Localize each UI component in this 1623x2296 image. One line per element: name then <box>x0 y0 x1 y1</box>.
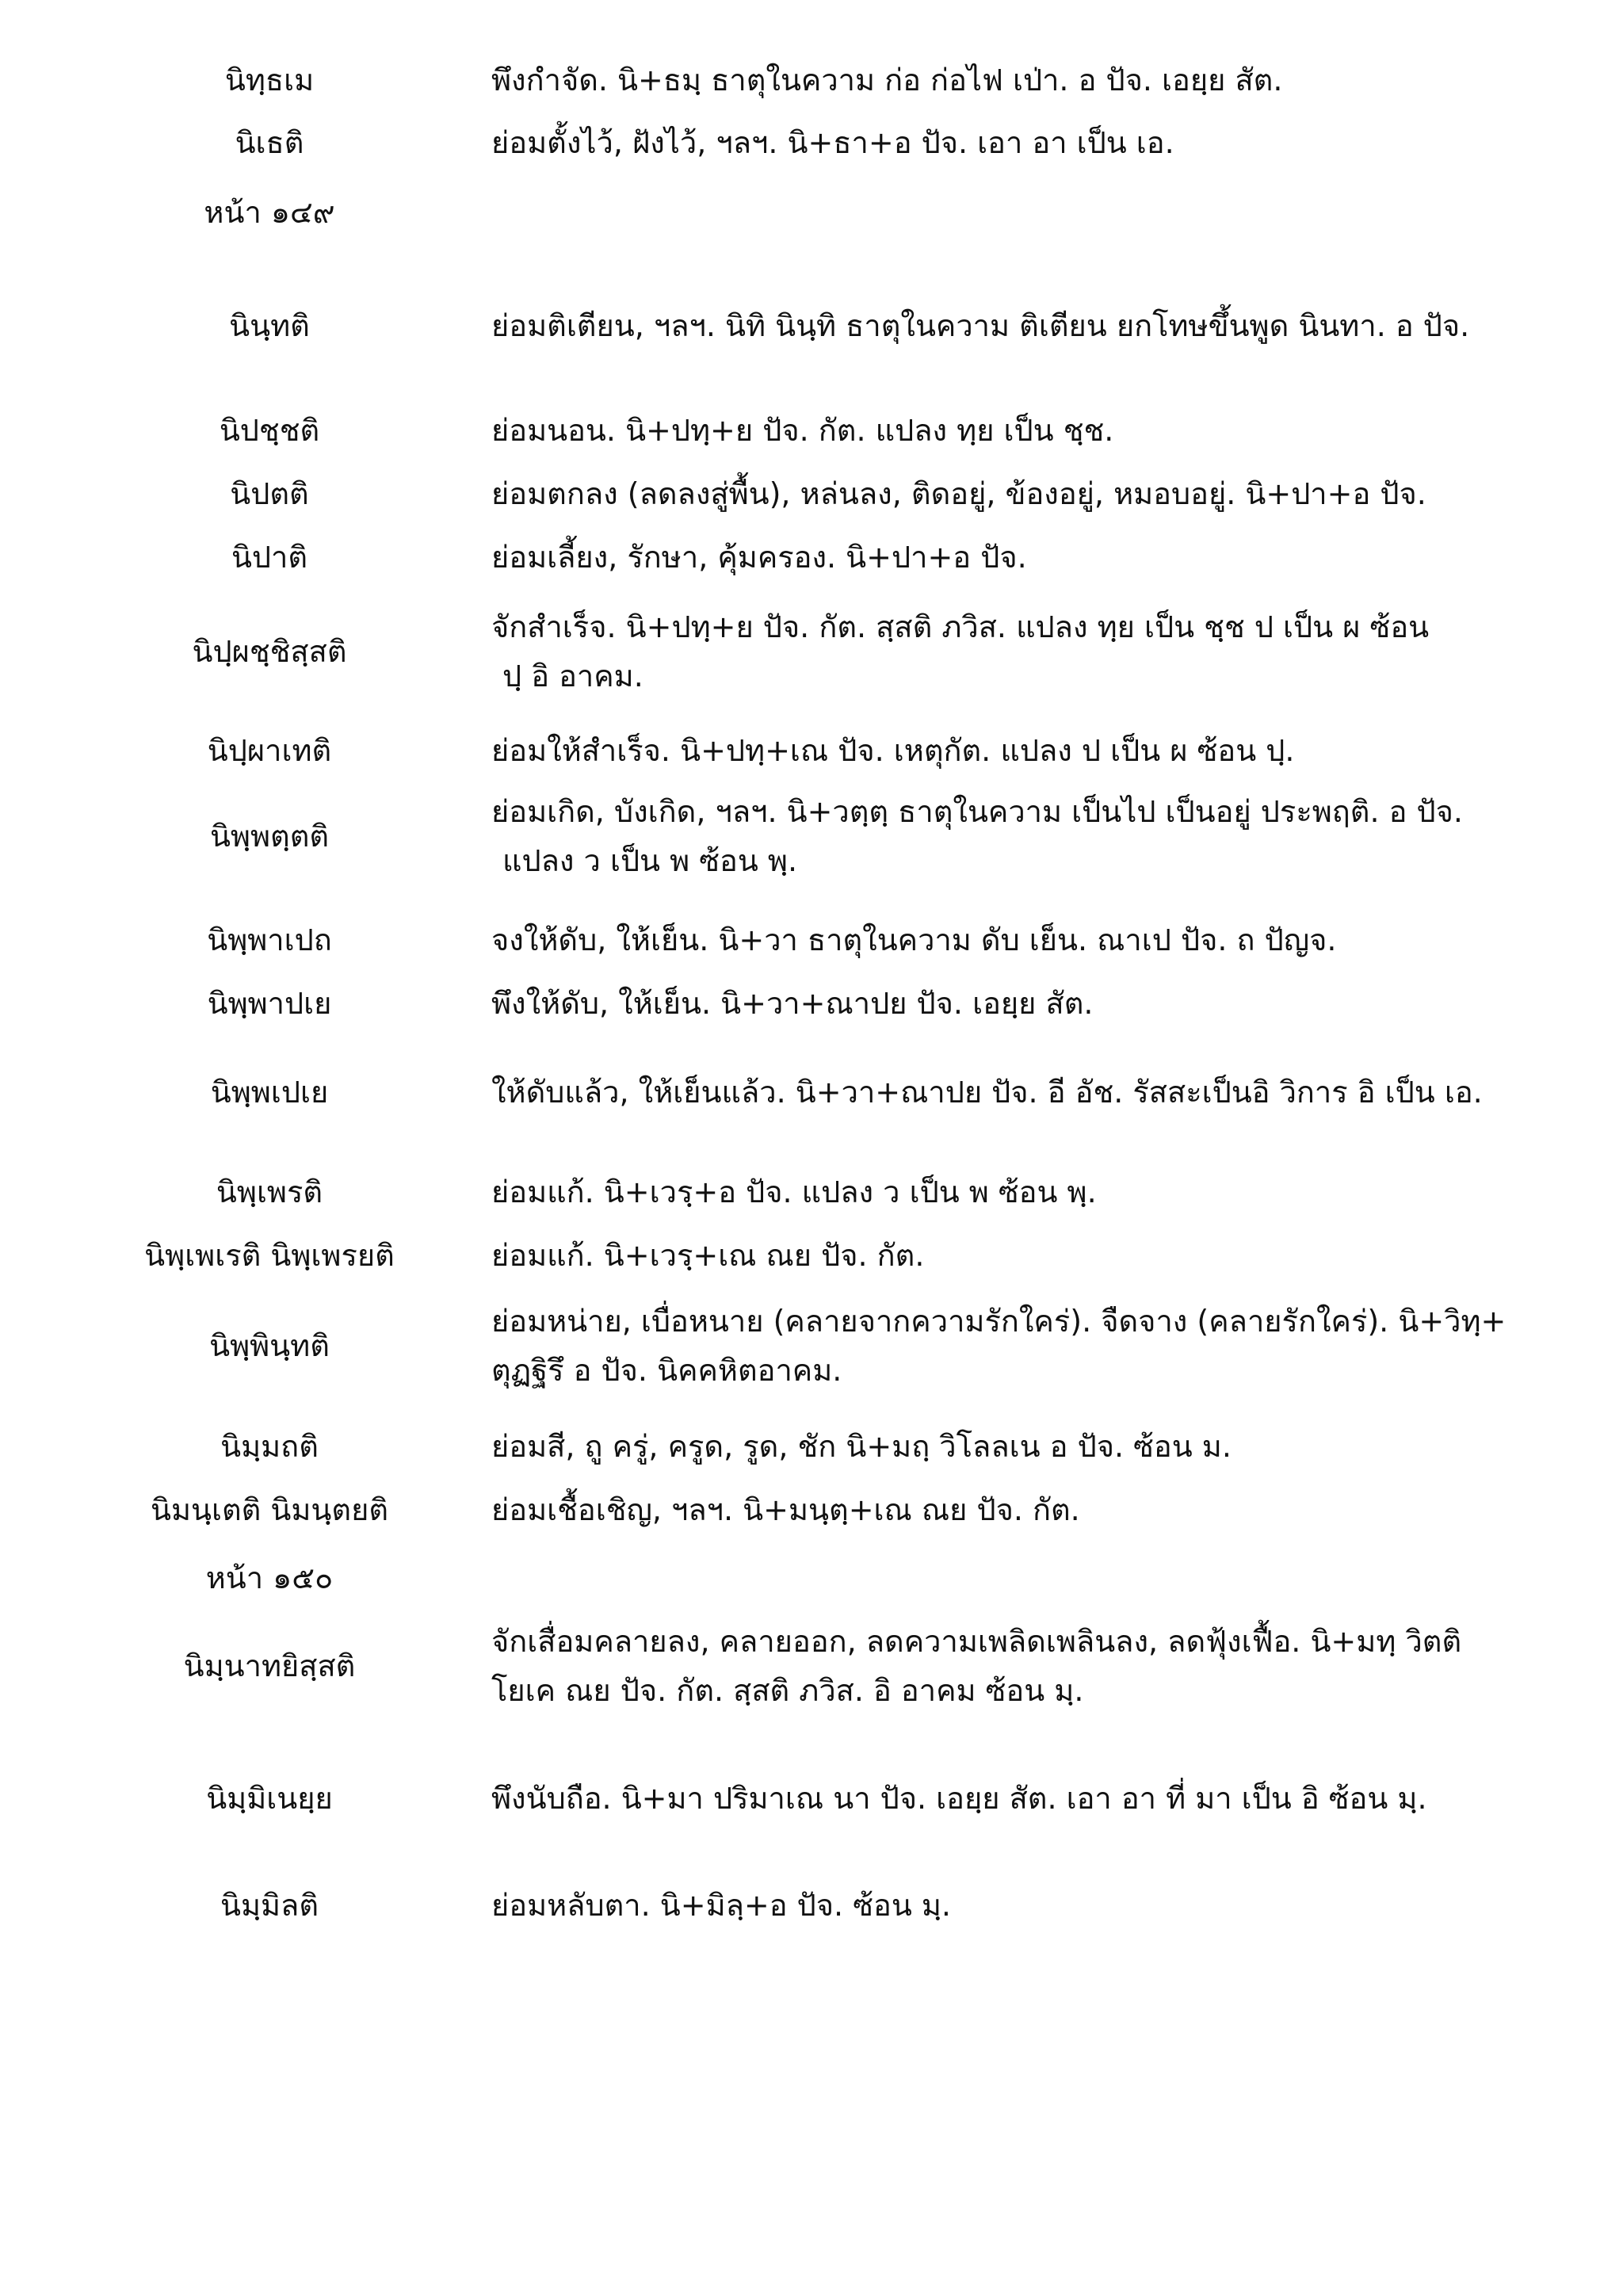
entry-term: นิมฺมิลติ <box>220 1888 319 1923</box>
entry-row <box>0 1617 1623 1715</box>
definition-line: จักสำเร็จ. นิ+ปทฺ+ย ปัจ. กัต. สฺสติ ภวิส. แปลง ทฺย เป็น ชฺช ป เป็น ผ ซ้อน <box>491 609 1430 644</box>
page-marker <box>0 188 1623 237</box>
entry-definition <box>491 787 1577 885</box>
entry-row <box>0 979 1623 1028</box>
definition-line: ย่อมเลี้ยง, รักษา, คุ้มครอง. นิ+ปา+อ ปัจ. <box>491 540 1027 575</box>
definition-line: ย่อมหน่าย, เบื่อหนาย (คลายจากความรักใคร่). จืดจาง (คลายรักใคร่). นิ+วิทฺ+ <box>491 1304 1507 1339</box>
entry-term: นิพฺพเปเย <box>210 1075 329 1110</box>
definition-line: ย่อมตกลง (ลดลงสู่พื้น), หล่นลง, ติดอยู่, ข้องอยู่, หมอบอยู่. นิ+ปา+อ ปัจ. <box>491 476 1426 511</box>
entry-row <box>0 726 1623 775</box>
definition-line: ย่อมแก้. นิ+เวรฺ+เณ ณย ปัจ. กัต. <box>491 1238 925 1273</box>
entry-row <box>0 1422 1623 1471</box>
entry-definition <box>491 1231 1577 1280</box>
entry-row <box>0 1485 1623 1534</box>
entry-definition <box>491 118 1577 167</box>
entry-definition <box>491 1617 1577 1715</box>
entry-term: นิปาติ <box>231 540 308 575</box>
entry-term: นิพฺเพรติ <box>216 1175 323 1209</box>
entry-term: นิทฺธเม <box>224 63 315 97</box>
page-number-label: หน้า ๑๔๙ <box>204 195 335 230</box>
entry-term: นิมฺมิเนยฺย <box>206 1781 333 1816</box>
definition-line: แปลง ว เป็น พ ซ้อน พฺ. <box>502 843 798 878</box>
entry-term: นิเธติ <box>235 125 304 160</box>
page-number-label: หน้า ๑๕๐ <box>205 1561 334 1595</box>
entry-row <box>0 406 1623 455</box>
page-marker <box>0 1553 1623 1603</box>
entry-row <box>0 1068 1623 1117</box>
entry-row <box>0 118 1623 167</box>
entry-term: นินฺทติ <box>229 308 310 343</box>
entry-term: นิปฺผชฺชิสฺสติ <box>192 634 347 669</box>
definition-line: ย่อมเกิด, บังเกิด, ฯลฯ. นิ+วตฺตฺ ธาตุในความ เป็นไป เป็นอยู่ ประพฤติ. อ ปัจ. <box>491 794 1464 829</box>
entry-term: นิมนฺเตติ นิมนฺตยติ <box>150 1492 389 1527</box>
entry-term: นิปตติ <box>230 476 309 511</box>
definition-line: จงให้ดับ, ให้เย็น. นิ+วา ธาตุในความ ดับ เย็น. ณาเป ปัจ. ถ ปัญจ. <box>491 923 1337 957</box>
entry-row <box>0 915 1623 965</box>
entry-row <box>0 469 1623 518</box>
entry-definition <box>491 1881 1577 1930</box>
entry-definition <box>491 1167 1577 1217</box>
entry-row <box>0 1167 1623 1217</box>
definition-line: พึงให้ดับ, ให้เย็น. นิ+วา+ณาปย ปัจ. เอยฺย สัต. <box>491 986 1094 1021</box>
entry-row <box>0 1297 1623 1395</box>
definition-line: ปฺ อิ อาคม. <box>502 659 643 693</box>
definition-line: พึงกำจัด. นิ+ธมฺ ธาตุในความ ก่อ ก่อไฟ เป่า. อ ปัจ. เอยฺย สัต. <box>491 63 1283 97</box>
definition-line: ย่อมแก้. นิ+เวรฺ+อ ปัจ. แปลง ว เป็น พ ซ้อน พฺ. <box>491 1175 1097 1209</box>
entry-definition <box>491 915 1577 965</box>
entry-term: นิปชฺชติ <box>219 413 320 448</box>
entry-term: นิปฺผาเทติ <box>207 733 332 768</box>
entry-term: นิมฺนาทยิสฺสติ <box>183 1648 356 1683</box>
definition-line: ย่อมเชื้อเชิญ, ฯลฯ. นิ+มนฺตฺ+เณ ณย ปัจ. กัต. <box>491 1492 1080 1527</box>
definition-line: โยเค ณย ปัจ. กัต. สฺสติ ภวิส. อิ อาคม ซ้อน มฺ. <box>491 1673 1084 1708</box>
entry-definition <box>491 602 1577 701</box>
entry-term: นิมฺมถติ <box>220 1429 319 1464</box>
entry-definition <box>491 469 1577 518</box>
entry-row <box>0 1774 1623 1823</box>
definition-line: ย่อมสี, ถู ครู่, ครูด, รูด, ชัก นิ+มถฺ วิโลลเน อ ปัจ. ซ้อน ม. <box>491 1429 1232 1464</box>
entry-row <box>0 602 1623 701</box>
entry-row <box>0 1231 1623 1280</box>
entry-definition <box>491 979 1577 1028</box>
entry-row <box>0 787 1623 885</box>
entry-term: นิพฺพาปเย <box>207 986 332 1021</box>
entry-definition <box>491 533 1577 582</box>
entry-row <box>0 301 1623 350</box>
definition-line: ย่อมตั้งไว้, ฝังไว้, ฯลฯ. นิ+ธา+อ ปัจ. เอา อา เป็น เอ. <box>491 125 1174 160</box>
entry-definition <box>491 55 1577 105</box>
entry-definition <box>491 301 1577 350</box>
definition-line: พึงนับถือ. นิ+มา ปริมาเณ นา ปัจ. เอยฺย สัต. เอา อา ที่ มา เป็น อิ ซ้อน มฺ. <box>491 1781 1427 1816</box>
entry-definition <box>491 1068 1577 1117</box>
entry-term: นิพฺเพเรติ นิพฺเพรยติ <box>144 1238 395 1273</box>
definition-line: ตุฏฐิรึ อ ปัจ. นิคคหิตอาคม. <box>491 1353 842 1388</box>
definition-line: ให้ดับแล้ว, ให้เย็นแล้ว. นิ+วา+ณาปย ปัจ. อี อัช. รัสสะเป็นอิ วิการ อิ เป็น เอ. <box>491 1075 1483 1110</box>
entry-row <box>0 1881 1623 1930</box>
entry-row <box>0 55 1623 105</box>
entry-definition <box>491 1485 1577 1534</box>
entry-definition <box>491 1297 1577 1395</box>
definition-line: จักเสื่อมคลายลง, คลายออก, ลดความเพลิดเพลินลง, ลดฟุ้งเฟื้อ. นิ+มทฺ วิตติ <box>491 1624 1462 1659</box>
definition-line: ย่อมนอน. นิ+ปทฺ+ย ปัจ. กัต. แปลง ทฺย เป็น ชฺช. <box>491 413 1114 448</box>
entry-row <box>0 533 1623 582</box>
definition-line: ย่อมให้สำเร็จ. นิ+ปทฺ+เณ ปัจ. เหตุกัต. แปลง ป เป็น ผ ซ้อน ปฺ. <box>491 733 1295 768</box>
definition-line: ย่อมติเตียน, ฯลฯ. นิทิ นินฺทิ ธาตุในความ ติเตียน ยกโทษขึ้นพูด นินทา. อ ปัจ. <box>491 308 1470 343</box>
entry-term: นิพฺพตฺตติ <box>209 819 330 854</box>
definition-line: ย่อมหลับตา. นิ+มิลฺ+อ ปัจ. ซ้อน มฺ. <box>491 1888 952 1923</box>
entry-definition <box>491 406 1577 455</box>
entry-term: นิพฺพาเปถ <box>207 923 332 957</box>
entry-term: นิพฺพินฺทติ <box>209 1328 330 1363</box>
entry-definition <box>491 726 1577 775</box>
entry-definition <box>491 1422 1577 1471</box>
entry-definition <box>491 1774 1577 1823</box>
